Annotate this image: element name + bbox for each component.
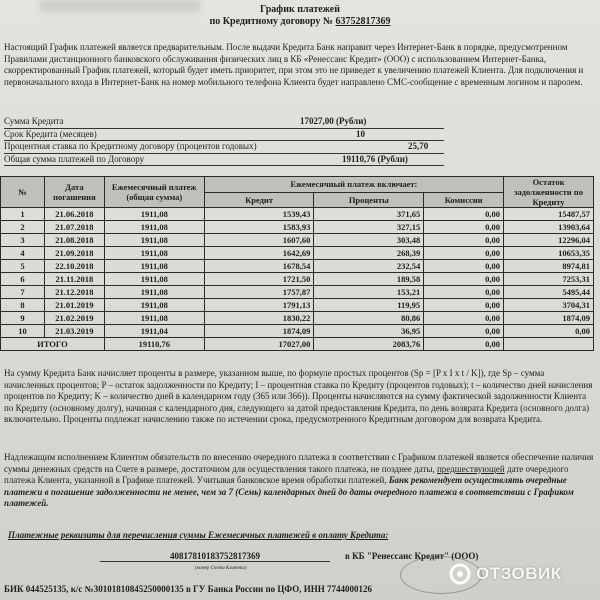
intro-paragraph: Настоящий График платежей является предварительным. После выдачи Кредита Банк направит через Интернет-Банк в порядке, предусмотренном Правилами дистанционного банковского обслуживания физических лиц в КБ «Ренессанс Кредит» (ООО) с использованием Интернет-Банка, скорректированный График платежей, который будет иметь приоритет, при этом это не приведет к увеличению платежей Клиента. Для подключения и первоначального входа в Интернет-Банк на номер мобильного телефона Клиента будет направлено СМС-сообщение с временным логином и паролем.: [4, 42, 584, 87]
document-title: График платежей: [259, 4, 341, 15]
client-account-number: 40817810183752817369: [100, 551, 330, 562]
cell-remaining: 13903,64: [504, 221, 594, 234]
header-credit: Кредит: [204, 192, 314, 208]
cell-interest: 189,58: [314, 273, 424, 286]
cell-interest: 371,65: [314, 208, 424, 221]
cell-monthly: 1911,08: [104, 299, 204, 312]
header-interest: Проценты: [314, 192, 424, 208]
cell-num: 5: [1, 260, 45, 273]
total-commission: 0,00: [424, 338, 504, 351]
summary-row-credit-sum: [4, 116, 444, 129]
cell-credit: 1791,13: [204, 299, 314, 312]
obligation-text-mid: дате очередного платежа Клиента, указанной в Графике платежей. Учитывая банковское время обработки платежей,: [4, 463, 569, 486]
cell-credit: 1539,43: [204, 208, 314, 221]
cell-interest: 327,15: [314, 221, 424, 234]
rate-label: Процентная ставка по Кредитному договору (процентов годовых): [4, 141, 257, 151]
header-includes: Ежемесячный платеж включает:: [204, 177, 503, 193]
cell-remaining: 0,00: [504, 325, 594, 338]
cell-date: 21.03.2019: [44, 325, 104, 338]
total-label: Общая сумма платежей по Договору: [4, 153, 145, 164]
table-row: [1, 208, 594, 221]
term-value: 10: [356, 128, 365, 139]
cell-num: 6: [1, 273, 45, 286]
cell-remaining: 15487,57: [504, 208, 594, 221]
header-remaining: Остаток задолженности по Кредиту: [504, 177, 594, 208]
term-label: Срок Кредита (месяцев): [4, 128, 97, 139]
requisites-title: Платежные реквизиты для перечисления суммы Ежемесячных платежей в оплату Кредита:: [8, 530, 389, 540]
payment-schedule-table: [0, 176, 594, 351]
header-commission: Комиссии: [424, 192, 504, 208]
cell-remaining: 8974,81: [504, 260, 594, 273]
bank-name: в КБ "Ренессанс Кредит" (ООО): [345, 551, 479, 561]
rate-value: 25,70: [408, 141, 429, 151]
cell-num: 1: [1, 208, 45, 221]
cell-interest: 119,95: [314, 299, 424, 312]
cell-num: 2: [1, 221, 45, 234]
obligation-text-start: Надлежащим исполнением Клиентом обязательств по внесению очередного платежа в соответствии с Графиком платежей является обеспечение наличия суммы денежных средств на Счете в размере, достаточном для осуществления такого платежа, не позднее даты,: [4, 452, 594, 474]
header-date: Дата погашения: [44, 177, 104, 208]
cell-monthly: 1911,04: [104, 325, 204, 338]
cell-remaining: 5495,44: [504, 286, 594, 299]
cell-credit: 1642,69: [204, 247, 314, 260]
credit-sum-value: 17027,00 (Рубли): [300, 116, 367, 126]
cell-remaining: 3704,31: [504, 299, 594, 312]
table-row: [1, 221, 594, 234]
cell-interest: 268,39: [314, 247, 424, 260]
schedule-body: [1, 208, 594, 351]
cell-date: 21.08.2018: [44, 234, 104, 247]
cell-credit: 1830,22: [204, 312, 314, 325]
otzovik-watermark: [448, 562, 562, 586]
total-credit: 17027,00: [204, 338, 314, 351]
header-monthly: Ежемесячный платеж (общая сумма): [104, 177, 204, 208]
cell-interest: 36,95: [314, 325, 424, 338]
table-row: [1, 273, 594, 286]
cell-monthly: 1911,08: [104, 221, 204, 234]
cell-num: 3: [1, 234, 45, 247]
table-row: [1, 260, 594, 273]
cell-num: 7: [1, 286, 45, 299]
cell-commission: 0,00: [424, 325, 504, 338]
cell-commission: 0,00: [424, 208, 504, 221]
interest-calc-paragraph: На сумму Кредита Банк начисляет проценты в размере, указанном выше, по формуле простых процентов (Sp = [P x I x t / K]), где Sp – сумма начисленных процентов; P – остаток задолженности по Кредиту; I – процентная ставка по Кредиту (процентов годовых); t – количество дней начисления процентов по Кредиту; K – количество дней в календарном году (365 или 366)). Проценты начисляются на сумму фактической задолженности Клиента по Кредиту (основному долгу), начиная с календарного дня, следующего за датой предоставления Кредита, по день возврата Кредита (основного долга) включительно. Проценты подлежат начислению также по истечении срока, предусмотренного Кредитным договором для возврата Кредита.: [4, 368, 593, 425]
cell-commission: 0,00: [424, 286, 504, 299]
obligation-underlined: предшествующей: [436, 463, 505, 474]
header-num: №: [1, 177, 45, 208]
subtitle-prefix: по Кредитному договору №: [209, 16, 333, 27]
cell-credit: 1583,93: [204, 221, 314, 234]
bank-details-line: БИК 044525135, к/с №30101810845250000135 в ГУ Банка России по ЦФО, ИНН 7744000126: [4, 584, 372, 594]
obligation-recommendation: Банк рекомендует осуществлять очередные платежи в погашение задолженности не менее, чем за 7 (Семь) календарных дней до даты очередного платежа в соответствии с Графиком платежей.: [4, 475, 574, 509]
cell-monthly: 1911,08: [104, 260, 204, 273]
total-monthly: 19110,76: [104, 338, 204, 351]
table-row: [1, 299, 594, 312]
credit-summary: [4, 116, 444, 166]
cell-commission: 0,00: [424, 312, 504, 325]
cell-date: 22.10.2018: [44, 260, 104, 273]
cell-date: 21.12.2018: [44, 286, 104, 299]
cell-credit: 1607,60: [204, 234, 314, 247]
cell-remaining: 10653,35: [504, 247, 594, 260]
cell-commission: 0,00: [424, 260, 504, 273]
client-account-caption: (номер Счета Клиента): [195, 566, 247, 571]
cell-commission: 0,00: [424, 221, 504, 234]
table-row: [1, 234, 594, 247]
cell-remaining: 7253,31: [504, 273, 594, 286]
cell-interest: 80,86: [314, 312, 424, 325]
total-value: 19110,76 (Рубли): [342, 153, 408, 164]
summary-row-total: [4, 154, 444, 167]
total-label: ИТОГО: [1, 338, 105, 351]
cell-date: 21.02.2019: [44, 312, 104, 325]
cell-interest: 303,48: [314, 234, 424, 247]
credit-sum-label: Сумма Кредита: [4, 116, 64, 126]
total-interest: 2083,76: [314, 338, 424, 351]
otzovik-ring-icon: [448, 562, 472, 586]
total-remaining-empty: [504, 338, 594, 351]
cell-commission: 0,00: [424, 273, 504, 286]
table-row: [1, 286, 594, 299]
cell-credit: 1757,87: [204, 286, 314, 299]
watermark-text: ОТЗОВИК: [476, 564, 562, 583]
cell-num: 4: [1, 247, 45, 260]
cell-monthly: 1911,08: [104, 208, 204, 221]
table-row: [1, 247, 594, 260]
table-row: [1, 312, 594, 325]
cell-credit: 1678,54: [204, 260, 314, 273]
cell-monthly: 1911,08: [104, 247, 204, 260]
cell-monthly: 1911,08: [104, 312, 204, 325]
cell-commission: 0,00: [424, 234, 504, 247]
cell-commission: 0,00: [424, 299, 504, 312]
cell-date: 21.06.2018: [44, 208, 104, 221]
obligation-paragraph: [4, 452, 594, 510]
summary-row-rate: [4, 141, 444, 154]
cell-date: 21.09.2018: [44, 247, 104, 260]
cell-num: 10: [1, 325, 45, 338]
cell-date: 21.11.2018: [44, 273, 104, 286]
cell-commission: 0,00: [424, 247, 504, 260]
table-total-row: [1, 338, 594, 351]
document-subtitle: [0, 16, 600, 27]
cell-num: 9: [1, 312, 45, 325]
cell-remaining: 1874,09: [504, 312, 594, 325]
cell-interest: 232,54: [314, 260, 424, 273]
cell-interest: 153,21: [314, 286, 424, 299]
cell-date: 21.07.2018: [44, 221, 104, 234]
cell-monthly: 1911,08: [104, 273, 204, 286]
cell-credit: 1874,09: [204, 325, 314, 338]
cell-remaining: 12296,04: [504, 234, 594, 247]
cell-date: 21.01.2019: [44, 299, 104, 312]
table-row: [1, 325, 594, 338]
cell-credit: 1721,50: [204, 273, 314, 286]
cell-monthly: 1911,08: [104, 234, 204, 247]
cell-num: 8: [1, 299, 45, 312]
summary-row-term: [4, 129, 444, 142]
contract-number: 63752817369: [335, 16, 391, 27]
cell-monthly: 1911,08: [104, 286, 204, 299]
